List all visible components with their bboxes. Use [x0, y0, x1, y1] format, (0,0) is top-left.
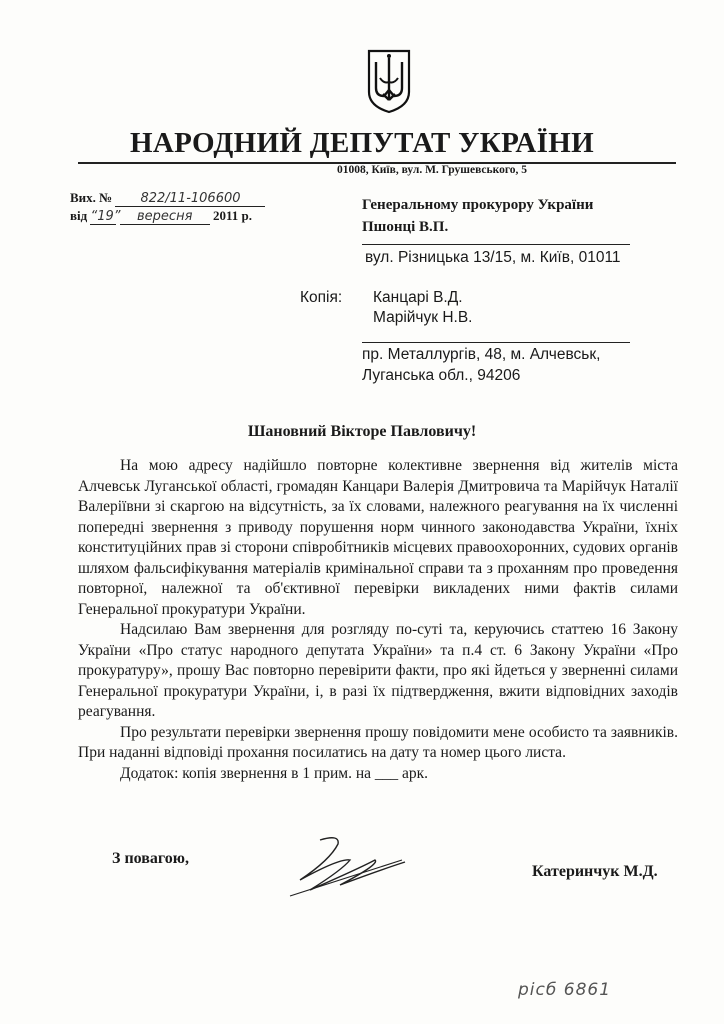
date-year: 2011 р. [212, 208, 252, 223]
recipient-block [362, 194, 593, 238]
trident-emblem-icon [366, 48, 412, 114]
copy-label: Копія: [300, 289, 343, 306]
date-month: вересня [120, 209, 210, 225]
copy-name-1: Канцарі В.Д. [373, 289, 463, 306]
recipient-name: Пшонці В.П. [362, 219, 449, 235]
body-paragraph-2: Надсилаю Вам звернення для розгляду по-суті та, керуючись статтею 16 Закону України «Про статус народного депутата України» та п.4 ст. 6 Закону України «Про прокуратуру», прошу Вас повторно перевірити факти, про які йдеться у зверненні силами Генеральної прокуратури України, і, в разі їх підтвердження, вжити відповідних заходів реагування. [78, 621, 678, 720]
outgoing-number-value: 822/11-106600 [115, 191, 265, 207]
outgoing-date [70, 208, 252, 225]
recipient-address: вул. Різницька 13/15, м. Київ, 01011 [365, 249, 621, 266]
body-paragraph-1: На мою адресу надійшло повторне колективне звернення від жителів міста Алчевськ Луганської області, громадян Канцари Валерія Дмитровича та Марійчук Наталії Валеріївни зі скаргою на відсутність, за їх словами, належного реагування на їх численні попередні звернення з приводу порушення норм чинного законодавства України, їхніх конституційних прав зі сторони співробітників місцевих правоохоронних, судових органів шляхом фальсифікування матеріалів кримінальної справи та з проханням про проведення повторної, належної та об'єктивної перевірки викладених ними фактів силами Генеральної прокуратури України. [78, 457, 678, 618]
letter-body [78, 456, 678, 784]
body-paragraph-3: Про результати перевірки звернення прошу повідомити мене особисто та заявників. При наданні відповіді прохання посилатись на дату та номер цього листа. [78, 723, 678, 761]
copy-divider [362, 342, 630, 343]
date-day: “19” [90, 209, 121, 224]
salutation: Шановний Вікторе Павловичу! [247, 423, 477, 440]
copy-address-line-1: пр. Металлургів, 48, м. Алчевськ, [362, 346, 601, 363]
sender-address: 01008, Київ, вул. М. Грушевського, 5 [336, 164, 528, 176]
signer-name: Катеринчук М.Д. [532, 863, 658, 880]
copy-name-2: Марійчук Н.В. [373, 309, 473, 326]
recipient-divider [362, 244, 630, 245]
outgoing-number-label: Вих. № [70, 190, 113, 205]
page-title: НАРОДНИЙ ДЕПУТАТ УКРАЇНИ [130, 127, 594, 159]
closing-phrase: З повагою, [112, 850, 189, 867]
date-label: від [70, 208, 88, 223]
registration-stamp: рісб 6861 [518, 980, 612, 1000]
body-paragraph-4: Додаток: копія звернення в 1 прим. на ___ арк. [120, 764, 429, 782]
handwritten-signature [280, 830, 410, 900]
copy-address-line-2: Луганська обл., 94206 [362, 367, 521, 384]
outgoing-number [70, 190, 265, 207]
recipient-title: Генеральному прокурору України [362, 197, 594, 213]
